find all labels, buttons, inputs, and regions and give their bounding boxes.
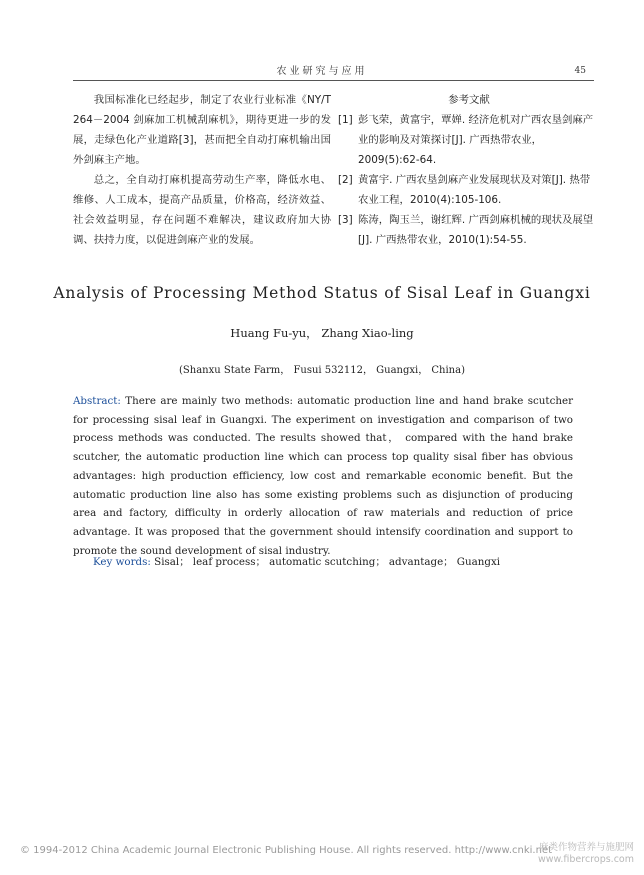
keywords-label: Key words: — [93, 556, 151, 568]
body-paragraph: 我国标准化已经起步，制定了农业行业标准《NY/T 264－2004 剑麻加工机械刮麻机》，期待更进一步的发展，走绿色化产业道路[3]，甚而把全自动打麻机输出国外剑麻主产地。 — [73, 94, 331, 166]
watermark-url: www.fibercrops.com — [537, 854, 634, 865]
reference-number: [1] — [338, 114, 353, 126]
english-affiliation: (Shanxu State Farm， Fusui 532112， Guangxi， China) — [179, 365, 465, 376]
references-title: 参考文献 — [448, 94, 490, 106]
running-header: 农业研究与应用 — [276, 66, 368, 77]
english-title: Analysis of Processing Method Status of Sisal Leaf in Guangxi — [53, 284, 591, 302]
references-section — [338, 90, 600, 250]
abstract-text: There are mainly two methods: automatic production line and hand brake scutcher for processing sisal leaf in Guangxi. The experiment on investigation and comparison of two process methods was conducted. The results showed that， compared with the hand brake scutcher, the automatic production line which can process top quality sisal fiber has obvious advantages: high production efficiency, low cost and remarkable economic benefit. But the automatic production line also has some existing problems such as disjunction of producing area and factory, difficulty in orderly allocation of raw materials and reduction of price advantage. It was proposed that the government should intensify coordination and support to promote the sound development of sisal industry. — [73, 395, 573, 557]
keywords-text: Sisal； leaf process； automatic scutching； advantage； Guangxi — [150, 556, 501, 568]
reference-text: 陈涛，陶玉兰，谢红辉. 广西剑麻机械的现状及展望[J]. 广西热带农业，2010(1):54-55. — [358, 214, 594, 246]
page-number: 45 — [574, 66, 586, 76]
english-keywords — [93, 553, 573, 571]
left-column — [73, 90, 331, 250]
reference-number: [3] — [338, 214, 353, 226]
header-rule — [73, 80, 594, 81]
reference-item — [338, 210, 600, 250]
reference-text: 彭飞荣，黄富宇，覃婵. 经济危机对广西农垦剑麻产业的影响及对策探讨[J]. 广西热带农业，2009(5):62-64. — [358, 114, 594, 166]
watermark — [538, 842, 634, 866]
english-abstract — [73, 392, 573, 560]
reference-text: 黄富宇. 广西农垦剑麻产业发展现状及对策[J]. 热带农业工程，2010(4):105-106. — [358, 174, 591, 206]
body-paragraph: 总之，全自动打麻机提高劳动生产率，降低水电、维修、人工成本，提高产品质量，价格高，经济效益、社会效益明显，存在问题不难解决，建议政府加大协调、扶持力度，以促进剑麻产业的发展。 — [73, 174, 331, 246]
reference-item — [338, 170, 600, 210]
footer-copyright: © 1994-2012 China Academic Journal Electronic Publishing House. All rights reserved. http://www.cnki.net — [20, 845, 552, 856]
reference-item — [338, 110, 600, 170]
reference-number: [2] — [338, 174, 353, 186]
abstract-label: Abstract: — [73, 395, 121, 407]
watermark-cn: 麻类作物营养与施肥网 — [538, 842, 634, 853]
english-authors: Huang Fu-yu， Zhang Xiao-ling — [230, 326, 414, 340]
